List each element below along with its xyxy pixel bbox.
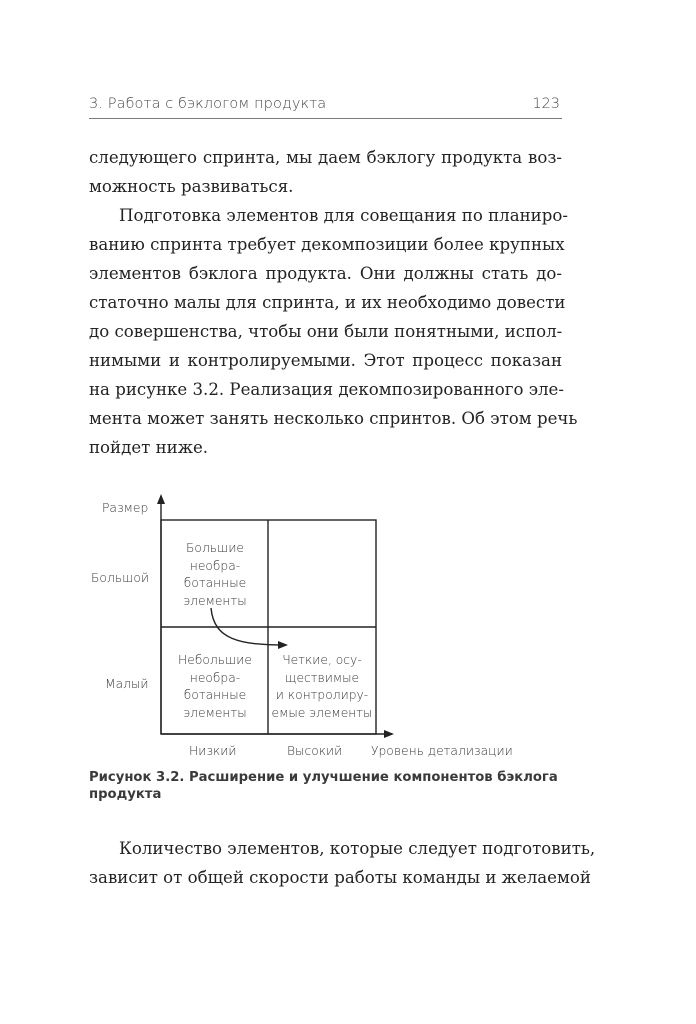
cell-line: необра- [189, 670, 241, 685]
cell-line: емые элементы [271, 705, 373, 720]
cell-line: Четкие, осу- [282, 653, 362, 667]
cell-line: необра- [189, 558, 241, 573]
cell-line: ществимые [284, 670, 360, 685]
cell-line: элементы [183, 593, 247, 608]
text-line: на рисунке 3.2. Реализация декомпозированного эле- [89, 380, 564, 399]
paragraph-2 [89, 201, 578, 462]
text-line: Количество элементов, которые следует подготовить, [119, 839, 596, 858]
transition-arrow [211, 608, 286, 645]
page-number: 123 [532, 96, 560, 112]
text-line: мента может занять несколько спринтов. Об этом речь [89, 409, 578, 428]
paragraph-1 [89, 143, 562, 201]
cell-line: Небольшие [178, 653, 252, 667]
y-axis-label: Размер [102, 501, 149, 515]
text-line: Подготовка элементов для совещания по планиро- [119, 206, 568, 225]
cell-line: ботанные [183, 576, 247, 590]
cell-line: Большие [185, 541, 244, 555]
caption-line: продукта [89, 787, 162, 802]
text-line: до совершенства, чтобы они были понятными, испол- [89, 322, 563, 341]
text-line: следующего спринта, мы даем бэклогу продукта воз- [89, 148, 562, 167]
text-line: можность развиваться. [89, 177, 294, 196]
cell-bottom-right-text [266, 652, 378, 722]
cell-top-left-text [162, 540, 268, 610]
x-tick-low: Низкий [189, 744, 237, 758]
x-tick-high: Высокий [287, 744, 343, 758]
chapter-title: 3. Работа с бэклогом продукта [89, 96, 327, 112]
cell-bottom-left-text [162, 652, 268, 722]
text-line: ванию спринта требует декомпозиции более крупных [89, 235, 565, 254]
paragraph-3 [89, 834, 596, 892]
text-line: статочно малы для спринта, и их необходимо довести [89, 293, 566, 312]
cell-line: ботанные [183, 688, 247, 702]
text-line: зависит от общей скорости работы команды и желаемой [89, 868, 591, 887]
caption-line: Рисунок 3.2. Расширение и улучшение компонентов бэклога [89, 770, 558, 785]
x-axis-label: Уровень детализации [371, 744, 513, 758]
figure-caption [89, 769, 562, 803]
cell-line: и контролиру- [275, 688, 369, 702]
y-tick-large: Большой [91, 571, 149, 585]
cell-line: элементы [183, 705, 247, 720]
text-line: элементов бэклога продукта. Они должны стать до- [89, 264, 562, 283]
running-header [89, 92, 562, 119]
y-tick-small: Малый [105, 677, 149, 691]
text-line: пойдет ниже. [89, 438, 209, 457]
text-line: нимыми и контролируемыми. Этот процесс показан [89, 351, 562, 370]
